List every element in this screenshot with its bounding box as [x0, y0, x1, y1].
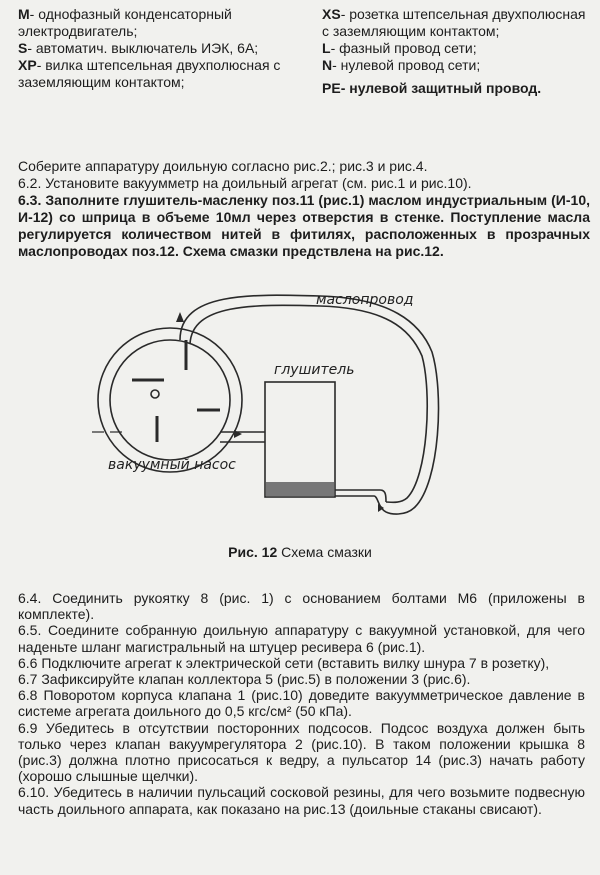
oil-line-tube-outer: [180, 295, 439, 514]
intro-section: [18, 158, 590, 260]
lubrication-scheme-figure: [60, 282, 490, 552]
legend-item: PE- нулевой защитный провод.: [322, 80, 542, 96]
assemble-instruction: Соберите аппаратуру доильную согласно рис.2.; рис.3 и рис.4.: [18, 158, 428, 174]
step-6-9: 6.9 Убедитесь в отсутствии посторонних подсосов. Подсос воздуха должен быть только через клапан вакуумрегулятора 2 (рис.10). В таком положении крышка 8 (рис.3) должна плотно присосаться к ведру, а пульсатор 14 (рис.3) начать работу (хорошо слышные щелчки).: [18, 719, 585, 785]
legend-right-column: [322, 6, 592, 97]
step-6-3: 6.3. Заполните глушитель-масленку поз.11 (рис.1) маслом индустриальным (И-10, И-12) со шприца в объеме 10мл через отверстия в стенке. Поступление масла регулируется количеством нитей в фитилях, расположенных в прозрачных маслопроводах поз.12. Схема смазки предствлена на рис.12.: [18, 192, 590, 259]
legend-item: M- однофазный конденсаторный электродвигатель;: [18, 6, 232, 39]
pump-outer-circle: [98, 328, 242, 472]
label-muffler: глушитель: [274, 362, 355, 378]
step-6-7: 6.7 Зафиксируйте клапан коллектора 5 (рис.5) в положении 3 (рис.6).: [18, 671, 471, 688]
step-6-10: 6.10. Убедитесь в наличии пульсаций сосковой резины, для чего возьмите подвесную часть доильного аппарата, как показано на рис.13 (доильные стаканы свисают).: [18, 784, 585, 817]
muffler-box: [265, 382, 335, 497]
figure-caption: Рис. 12 Схема смазки: [228, 544, 372, 560]
legend-item: XP- вилка штепсельная двухполюсная с заземляющим контактом;: [18, 57, 281, 90]
legend-item: S- автоматич. выключатель ИЭК, 6А;: [18, 40, 259, 56]
pump-inner-circle: [110, 340, 230, 460]
instructions-steps: [18, 590, 585, 817]
lubrication-diagram: [60, 282, 490, 552]
flow-arrow: [176, 312, 184, 322]
legend-item: N- нулевой провод сети;: [322, 57, 481, 73]
legend-item: L- фазный провод сети;: [322, 40, 477, 56]
step-6-2: 6.2. Установите вакуумметр на доильный агрегат (см. рис.1 и рис.10).: [18, 175, 472, 191]
label-vacuum-pump: вакуумный насос: [108, 457, 236, 473]
step-6-4: 6.4. Соединить рукоятку 8 (рис. 1) с основанием болтами М6 (приложены в комплекте).: [18, 590, 585, 623]
legend-item: XS- розетка штепсельная двухполюсная с заземляющим контактом;: [322, 6, 586, 39]
step-6-8: 6.8 Поворотом корпуса клапана 1 (рис.10) доведите вакуумметрическое давление в системе агрегата доильного до 0,5 кгс/см² (50 кПа).: [18, 687, 585, 720]
step-6-5: 6.5. Соедините собранную доильную аппаратуру с вакуумной установкой, для чего наденьте шланг магистральный на штуцер ресивера 6 (рис.1).: [18, 622, 585, 655]
step-6-6: 6.6 Подключите агрегат к электрической сети (вставить вилку шнура 7 в розетку),: [18, 654, 550, 671]
legend-left-column: [18, 6, 318, 91]
label-oil-line: маслопровод: [316, 292, 414, 308]
pump-shaft: [151, 390, 159, 398]
